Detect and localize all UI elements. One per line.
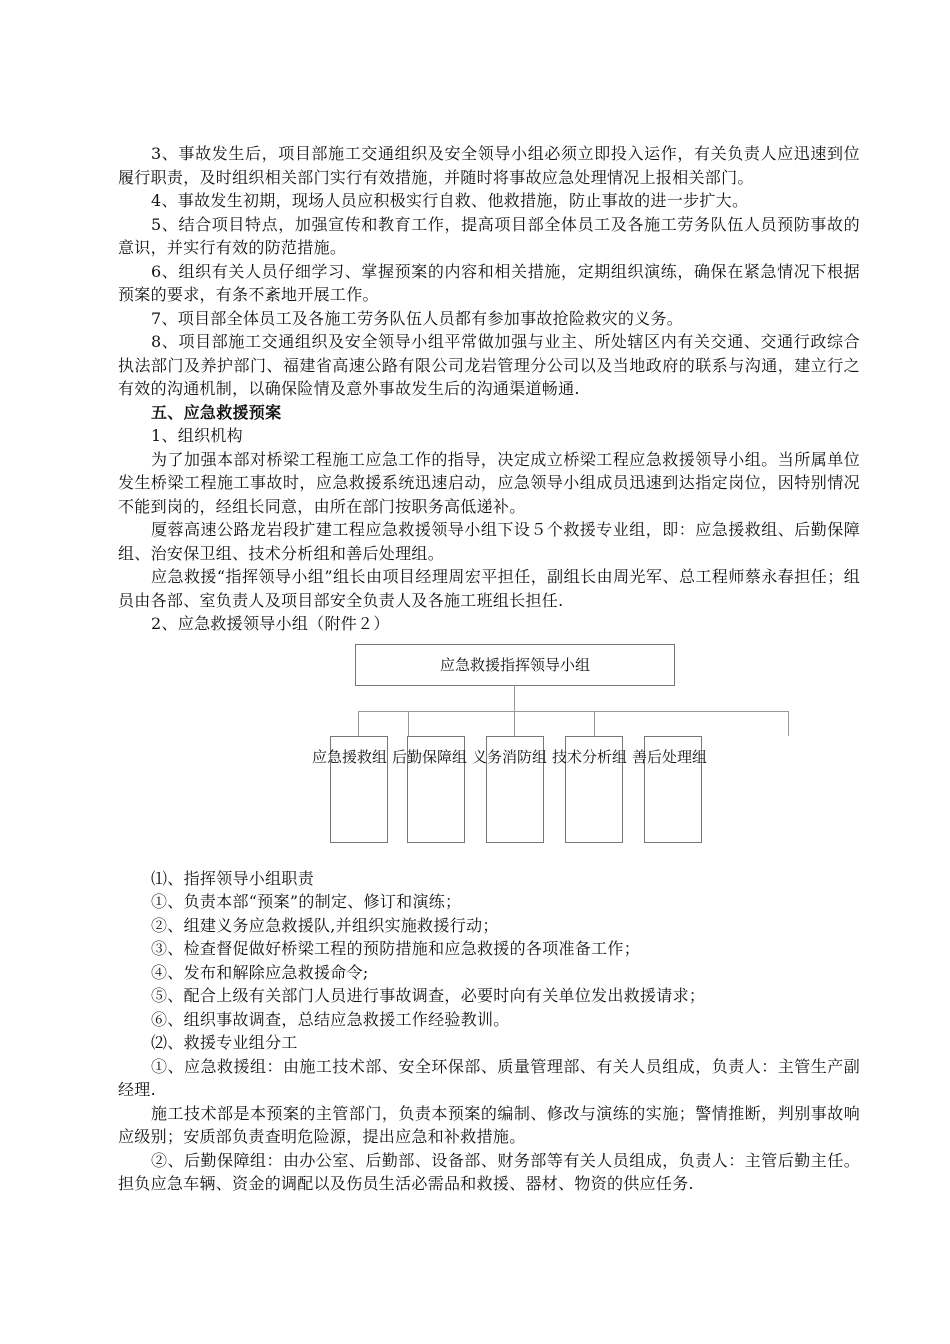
duty-item-3: ③、检查督促做好桥梁工程的预防措施和应急救援的各项准备工作； [151, 939, 641, 958]
division-heading: ⑵、救援专业组分工 [151, 1033, 298, 1052]
document-page [118, 142, 860, 1196]
duty-item-5: ⑤、配合上级有关部门人员进行事故调查，必要时向有关单位发出救援请求； [151, 986, 706, 1005]
org-paragraph-3: 应急救援“指挥领导小组”组长由项目经理周宏平担任，副组长由周光军、总工程师蔡永春担任；组员由各部、室负责人及项目部安全负责人及各施工班组长担任. [118, 567, 860, 610]
org-chart-connector-1 [358, 711, 359, 736]
org-chart-connector-bar [358, 711, 788, 712]
org-chart-connector-2 [408, 711, 409, 736]
paragraph-6: 6、组织有关人员仔细学习、掌握预案的内容和相关措施，定期组织演练，确保在紧急情况下根据预案的要求，有条不紊地开展工作。 [118, 261, 860, 304]
org-chart-group-technical: 技术分析组 [552, 747, 628, 766]
paragraph-7: 7、项目部全体员工及各施工劳务队伍人员都有参加事故抢险救灾的义务。 [151, 308, 684, 328]
subsection-leadership-title: 2、应急救援领导小组（附件２） [151, 614, 390, 633]
paragraph-3: 3、事故发生后，项目部施工交通组织及安全领导小组必须立即投入运作，有关负责人应迅速到位履行职责，及时组织相关部门实行有效措施，并随时将事故应急处理情况上报相关部门。 [118, 144, 860, 187]
duty-item-2: ②、组建义务应急救援队,并组织实施救援行动； [151, 915, 499, 935]
org-chart-group-logistics: 后勤保障组 [392, 747, 468, 766]
org-chart-connector-3 [514, 711, 515, 736]
paragraph-4: 4、事故发生初期，现场人员应积极实行自救、他救措施，防止事故的进一步扩大。 [151, 191, 749, 210]
org-chart-group-firefighting: 义务消防组 [472, 747, 548, 766]
duty-item-6: ⑥、组织事故调查，总结应急救援工作经验教训。 [151, 1009, 510, 1029]
subsection-org-title: 1、组织机构 [151, 426, 243, 445]
division-item-technical-dept: 施工技术部是本预案的主管部门，负责本预案的编制、修改与演练的实施；警情推断，判别事故响应级别；安质部负责查明危险源，提出应急和补救措施。 [118, 1103, 860, 1146]
org-chart-group-rescue: 应急援救组 [312, 747, 388, 766]
org-paragraph-2: 厦蓉高速公路龙岩段扩建工程应急救援领导小组下设５个救援专业组，即：应急援救组、后勤保障组、治安保卫组、技术分析组和善后处理组。 [118, 520, 860, 563]
duty-item-1: ①、负责本部“预案”的制定、修订和演练； [151, 892, 462, 911]
org-chart-connector-trunk [514, 685, 515, 711]
org-chart-group-aftermath: 善后处理组 [632, 747, 708, 766]
paragraph-5: 5、结合项目特点，加强宣传和教育工作，提高项目部全体员工及各施工劳务队伍人员预防事故的意识，并实行有效的防范措施。 [118, 214, 860, 257]
paragraph-8: 8、项目部施工交通组织及安全领导小组平常做加强与业主、所处辖区内有关交通、交通行政综合执法部门及养护部门、福建省高速公路有限公司龙岩管理分公司以及当地政府的联系与沟通，建立行之有效的沟通机制，以确保险情及意外事故发生后的沟通渠道畅通. [118, 332, 860, 398]
division-item-logistics: ②、后勤保障组：由办公室、后勤部、设备部、财务部等有关人员组成，负责人：主管后勤主任。担负应急车辆、资金的调配以及伤员生活必需品和救援、器材、物资的供应任务. [118, 1150, 860, 1193]
division-item-rescue: ①、应急救援组：由施工技术部、安全环保部、质量管理部、有关人员组成，负责人：主管生产副经理. [118, 1056, 860, 1099]
duty-item-4: ④、发布和解除应急救援命令; [151, 962, 369, 982]
org-chart-connector-5 [788, 711, 789, 736]
section-heading: 五、应急救援预案 [151, 402, 282, 422]
org-paragraph-1: 为了加强本部对桥梁工程施工应急工作的指导，决定成立桥梁工程应急救援领导小组。当所属单位发生桥梁工程施工事故时，应急救援系统迅速启动，应急领导小组成员迅速到达指定岗位，因特别情况不能到岗的，经组长同意，由所在部门按职务高低递补。 [118, 449, 860, 516]
org-chart-top-box: 应急救援指挥领导小组 [355, 644, 675, 686]
org-chart [118, 638, 860, 863]
duties-heading: ⑴、指挥领导小组职责 [151, 868, 315, 888]
org-chart-connector-4 [594, 711, 595, 736]
